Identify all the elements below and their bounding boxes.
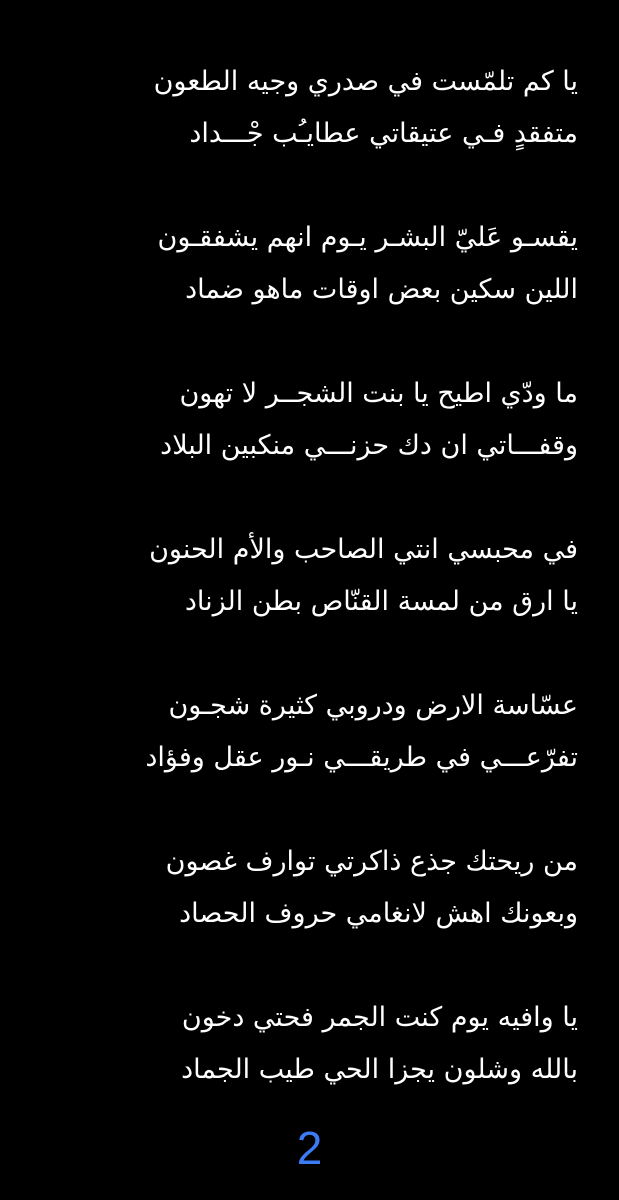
poem-line: يا وافيه يوم كنت الجمر فحتي دخون [181,1002,578,1033]
page-number: 2 [296,1122,323,1174]
poem-line: عسّاسة الارض ودروبي كثيرة شجـون [168,690,578,721]
poem-line: في محبسي انتي الصاحب والأم الحنون [149,534,578,565]
stanza-3 [40,368,578,524]
poem-line: وبعونك اهش لانغامي حروف الحصاد [179,898,578,929]
poem-line: تفرّعـــي في طريقـــي نـور عقل وفؤاد [145,742,578,773]
stanza-1 [40,56,578,212]
poem-line: متفقدٍ فـي عتيقاتي عطايـُب جْـــداد [189,118,578,149]
stanza-5 [40,680,578,836]
poem-line: من ريحتك جذع ذاكرتي توارف غصون [165,846,578,877]
poem [40,56,578,1148]
poem-line: بالله وشلون يجزا الحي طيب الجماد [181,1054,578,1085]
poem-line: ما ودّي اطيح يا بنت الشجــر لا تهون [179,378,578,409]
poem-line: يا كم تلمّست في صدري وجيه الطعون [153,66,578,97]
poem-line: اللين سكين بعض اوقات ماهو ضماد [185,274,578,305]
poem-line: يقسـو عَليّ البشـر يـوم انهم يشفقـون [157,222,578,253]
poem-line: وقفـــاتي ان دك حزنـــي منكبين البلاد [160,430,578,461]
stanza-4 [40,524,578,680]
stanza-2 [40,212,578,368]
poem-line: يا ارق من لمسة القنّاص بطن الزناد [184,586,578,617]
stanza-6 [40,836,578,992]
